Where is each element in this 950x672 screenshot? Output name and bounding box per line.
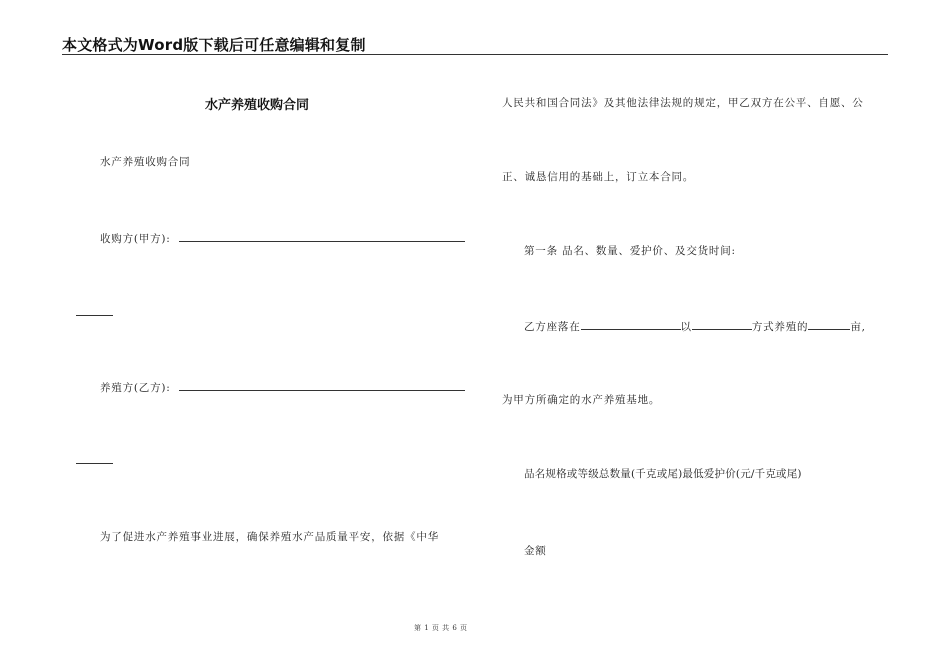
- farmer-field: [100, 379, 465, 395]
- page-number: 第 1 页 共 6 页: [414, 624, 468, 632]
- banner-divider: [62, 54, 888, 55]
- location-mid-1: 以: [680, 321, 692, 333]
- table-header-row: 品名规格或等级总数量(千克或尾)最低爱护价(元/千克或尾): [524, 468, 802, 480]
- base-designation-line: 为甲方所确定的水产养殖基地。: [502, 394, 661, 406]
- amount-label: 金额: [524, 545, 547, 557]
- location-mid-2: 方式养殖的: [751, 321, 809, 333]
- agreement-line: 正、诚恳信用的基础上，订立本合同。: [502, 171, 695, 183]
- buyer-label: 收购方(甲方):: [100, 233, 171, 245]
- farmer-blank: [179, 379, 465, 391]
- contract-title: 水产养殖收购合同: [205, 98, 310, 113]
- location-blank: [581, 318, 681, 330]
- buyer-blank-continuation: [76, 315, 113, 316]
- farmer-blank-continuation: [76, 463, 113, 464]
- law-reference-line: 人民共和国合同法》及其他法律法规的规定，甲乙双方在公平、自愿、公: [502, 97, 864, 109]
- area-blank: [808, 318, 850, 330]
- document-banner: 本文格式为Word版下载后可任意编辑和复制: [62, 36, 366, 54]
- contract-subtitle: 水产养殖收购合同: [100, 156, 191, 168]
- method-blank: [692, 318, 752, 330]
- buyer-field: [100, 230, 465, 246]
- farmer-label: 养殖方(乙方):: [100, 382, 171, 394]
- buyer-blank: [179, 230, 465, 242]
- location-clause: [524, 318, 866, 334]
- intro-paragraph: 为了促进水产养殖事业进展，确保养殖水产品质量平安，依据《中华: [100, 531, 439, 543]
- location-prefix: 乙方座落在: [524, 321, 581, 333]
- location-suffix: 亩,: [850, 321, 866, 333]
- article-one-heading: 第一条 品名、数量、爱护价、及交货时间:: [524, 245, 736, 257]
